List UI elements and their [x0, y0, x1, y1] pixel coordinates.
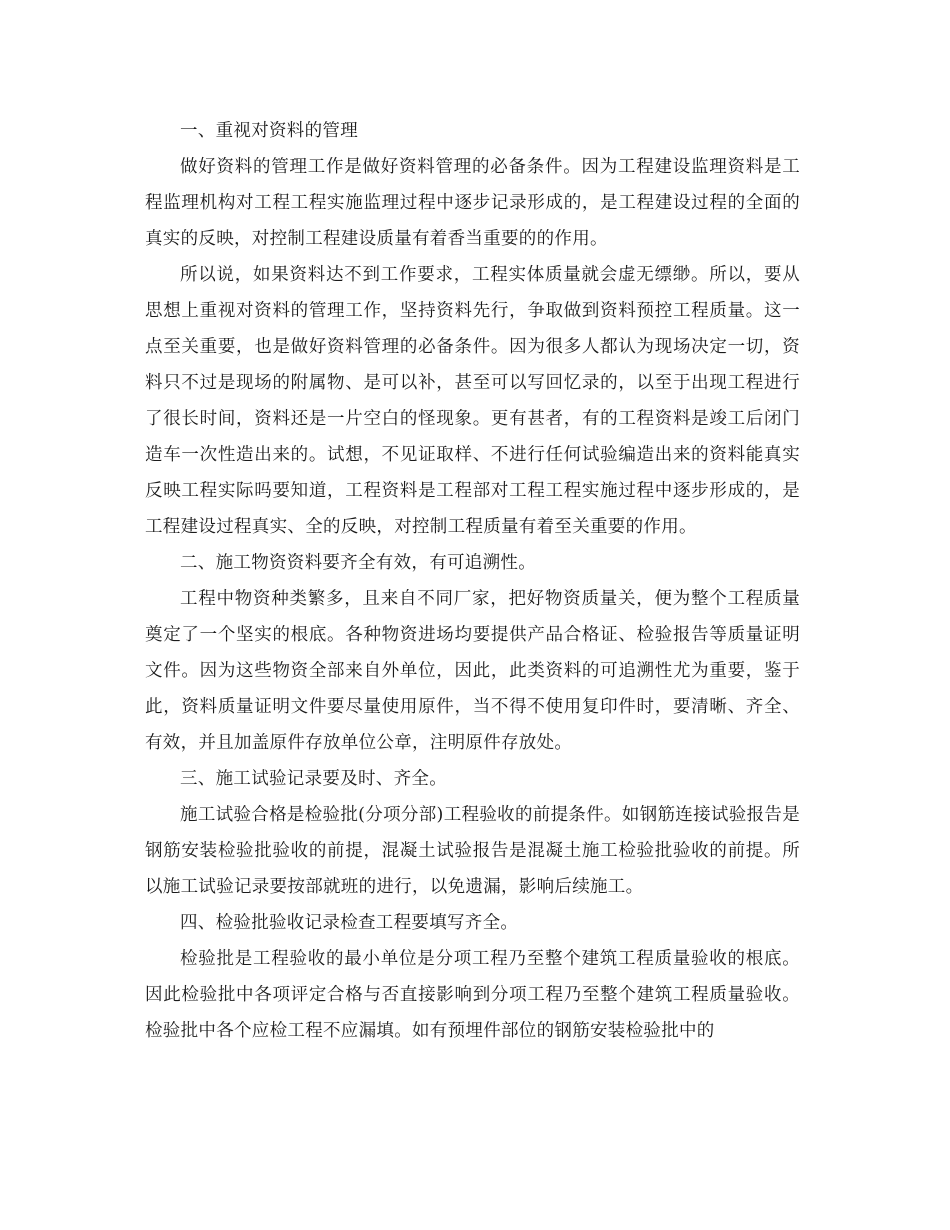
body-paragraph: 施工试验合格是检验批(分项分部)工程验收的前提条件。如钢筋连接试验报告是钢筋安装检验批验收的前提，混凝土试验报告是混凝土施工检验批验收的前提。所以施工试验记录要按部就班的进行，以免遗漏，影响后续施工。: [145, 805, 800, 897]
body-paragraph: 检验批是工程验收的最小单位是分项工程乃至整个建筑工程质量验收的根底。因此检验批中各项评定合格与否直接影响到分项工程乃至整个建筑工程质量验收。检验批中各个应检工程不应漏填。如有预埋件部位的钢筋安装检验批中的: [145, 949, 800, 1041]
section-heading-4: 四、检验批验收记录检查工程要填写齐全。: [180, 913, 519, 933]
section-heading-1: 一、重视对资料的管理: [180, 121, 358, 141]
document-body: [145, 113, 800, 1049]
body-paragraph: 工程中物资种类繁多，且来自不同厂家，把好物资质量关，便为整个工程质量奠定了一个坚实的根底。各种物资进场均要提供产品合格证、检验报告等质量证明文件。因为这些物资全部来自外单位，因此，此类资料的可追溯性尤为重要，鉴于此，资料质量证明文件要尽量使用原件，当不得不使用复印件时，要清晰、齐全、有效，并且加盖原件存放单位公章，注明原件存放处。: [145, 589, 800, 753]
body-paragraph: 做好资料的管理工作是做好资料管理的必备条件。因为工程建设监理资料是工程监理机构对工程工程实施监理过程中逐步记录形成的，是工程建设过程的全面的真实的反映，对控制工程建设质量有着香当重要的的作用。: [145, 157, 800, 249]
section-heading-2: 二、施工物资资料要齐全有效，有可追溯性。: [180, 553, 536, 573]
body-paragraph: 所以说，如果资料达不到工作要求，工程实体质量就会虚无缥缈。所以，要从思想上重视对资料的管理工作，坚持资料先行，争取做到资料预控工程质量。这一点至关重要，也是做好资料管理的必备条件。因为很多人都认为现场决定一切，资料只不过是现场的附属物、是可以补，甚至可以写回忆录的，以至于出现工程进行了很长时间，资料还是一片空白的怪现象。更有甚者，有的工程资料是竣工后闭门造车一次性造出来的。试想，不见证取样、不进行任何试验编造出来的资料能真实反映工程实际吗要知道，工程资料是工程部对工程工程实施过程中逐步形成的，是工程建设过程真实、全的反映，对控制工程质量有着至关重要的作用。: [145, 265, 800, 537]
section-heading-3: 三、施工试验记录要及时、齐全。: [180, 769, 447, 789]
